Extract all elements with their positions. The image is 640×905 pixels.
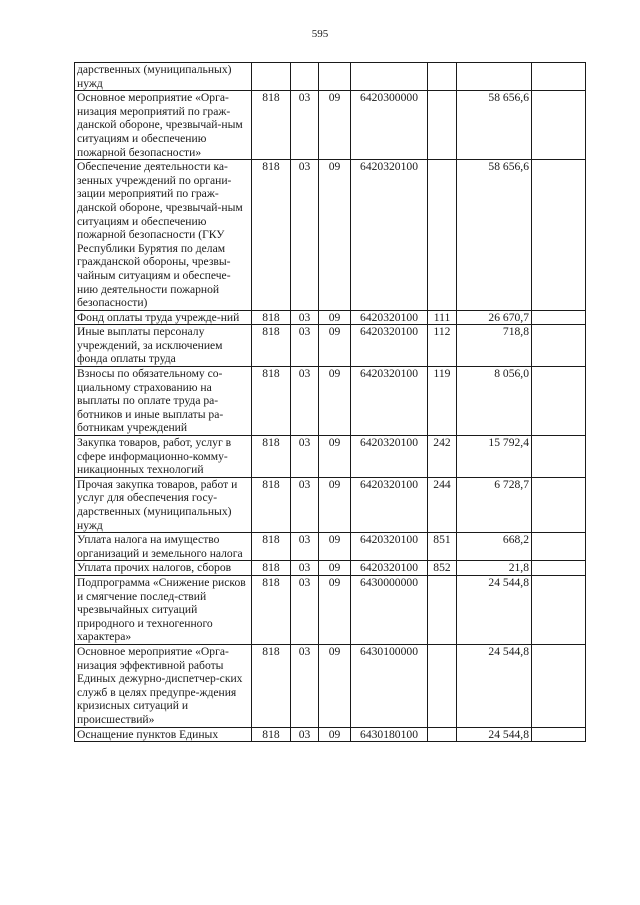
expense-type-cell xyxy=(428,644,457,727)
admin-code-cell: 818 xyxy=(252,436,291,478)
admin-code-cell: 818 xyxy=(252,575,291,644)
section-code-cell: 03 xyxy=(291,644,319,727)
table-row xyxy=(75,644,586,727)
admin-code-cell: 818 xyxy=(252,160,291,311)
section-code-cell: 03 xyxy=(291,160,319,311)
section-code-cell: 03 xyxy=(291,575,319,644)
admin-code-cell: 818 xyxy=(252,644,291,727)
section-code-cell xyxy=(291,63,319,91)
table-row xyxy=(75,561,586,576)
target-code-cell: 6430180100 xyxy=(351,727,428,742)
target-code-cell: 6430100000 xyxy=(351,644,428,727)
item-name-cell: Закупка товаров, работ, услуг в сфере информационно-комму-никационных технологий xyxy=(75,436,252,478)
table-row xyxy=(75,63,586,91)
admin-code-cell xyxy=(252,63,291,91)
target-code-cell xyxy=(351,63,428,91)
admin-code-cell: 818 xyxy=(252,727,291,742)
table-row xyxy=(75,310,586,325)
target-code-cell: 6420320100 xyxy=(351,477,428,532)
admin-code-cell: 818 xyxy=(252,367,291,436)
target-code-cell: 6420320100 xyxy=(351,325,428,367)
table-row xyxy=(75,325,586,367)
target-code-cell: 6420320100 xyxy=(351,561,428,576)
amount-cell: 24 544,8 xyxy=(457,575,532,644)
subsection-code-cell: 09 xyxy=(319,310,351,325)
expense-type-cell: 111 xyxy=(428,310,457,325)
empty-cell xyxy=(532,160,586,311)
empty-cell xyxy=(532,477,586,532)
admin-code-cell: 818 xyxy=(252,533,291,561)
target-code-cell: 6420320100 xyxy=(351,533,428,561)
subsection-code-cell: 09 xyxy=(319,575,351,644)
table-row xyxy=(75,160,586,311)
admin-code-cell: 818 xyxy=(252,561,291,576)
empty-cell xyxy=(532,575,586,644)
expense-type-cell: 119 xyxy=(428,367,457,436)
empty-cell xyxy=(532,644,586,727)
amount-cell: 24 544,8 xyxy=(457,727,532,742)
expense-type-cell: 112 xyxy=(428,325,457,367)
subsection-code-cell: 09 xyxy=(319,533,351,561)
expense-type-cell: 242 xyxy=(428,436,457,478)
item-name-cell: Основное мероприятие «Орга-низация мероприятий по граж-данской обороне, чрезвычай-ным ситуациям и обеспечению пожарной безопасности» xyxy=(75,91,252,160)
empty-cell xyxy=(532,63,586,91)
target-code-cell: 6430000000 xyxy=(351,575,428,644)
item-name-cell: Основное мероприятие «Орга-низация эффективной работы Единых дежурно-диспетчер-ских служб в целях предупре-ждения кризисных ситуаций и происшествий» xyxy=(75,644,252,727)
subsection-code-cell: 09 xyxy=(319,477,351,532)
table-body xyxy=(75,63,586,742)
amount-cell: 58 656,6 xyxy=(457,160,532,311)
item-name-cell: Фонд оплаты труда учрежде-ний xyxy=(75,310,252,325)
table-row xyxy=(75,575,586,644)
budget-table xyxy=(74,62,586,742)
expense-type-cell: 852 xyxy=(428,561,457,576)
target-code-cell: 6420320100 xyxy=(351,367,428,436)
page-number: 595 xyxy=(311,28,329,40)
subsection-code-cell: 09 xyxy=(319,325,351,367)
expense-type-cell xyxy=(428,91,457,160)
amount-cell: 21,8 xyxy=(457,561,532,576)
subsection-code-cell: 09 xyxy=(319,644,351,727)
section-code-cell: 03 xyxy=(291,325,319,367)
expense-type-cell xyxy=(428,160,457,311)
item-name-cell: Иные выплаты персоналу учреждений, за исключением фонда оплаты труда xyxy=(75,325,252,367)
admin-code-cell: 818 xyxy=(252,91,291,160)
subsection-code-cell: 09 xyxy=(319,367,351,436)
table-row xyxy=(75,533,586,561)
empty-cell xyxy=(532,310,586,325)
item-name-cell: Обеспечение деятельности ка-зенных учреждений по органи-зации мероприятий по граж-данской обороне, чрезвычай-ным ситуациям и обеспечению пожарной безопасности (ГКУ Республики Бурятия по делам гражданской обороны, чрезвы-чайным ситуациям и обеспече-нию деятельности пожарной безопасности) xyxy=(75,160,252,311)
amount-cell: 6 728,7 xyxy=(457,477,532,532)
section-code-cell: 03 xyxy=(291,310,319,325)
empty-cell xyxy=(532,533,586,561)
item-name-cell: Уплата налога на имущество организаций и земельного налога xyxy=(75,533,252,561)
table-row xyxy=(75,436,586,478)
subsection-code-cell: 09 xyxy=(319,436,351,478)
section-code-cell: 03 xyxy=(291,436,319,478)
empty-cell xyxy=(532,727,586,742)
section-code-cell: 03 xyxy=(291,367,319,436)
section-code-cell: 03 xyxy=(291,561,319,576)
empty-cell xyxy=(532,325,586,367)
amount-cell: 58 656,6 xyxy=(457,91,532,160)
section-code-cell: 03 xyxy=(291,533,319,561)
item-name-cell: Подпрограмма «Снижение рисков и смягчение послед-ствий чрезвычайных ситуаций природного и техногенного характера» xyxy=(75,575,252,644)
table-row xyxy=(75,91,586,160)
expense-type-cell xyxy=(428,727,457,742)
item-name-cell: Уплата прочих налогов, сборов xyxy=(75,561,252,576)
amount-cell: 24 544,8 xyxy=(457,644,532,727)
admin-code-cell: 818 xyxy=(252,310,291,325)
amount-cell: 26 670,7 xyxy=(457,310,532,325)
expense-type-cell xyxy=(428,63,457,91)
table-row xyxy=(75,727,586,742)
target-code-cell: 6420300000 xyxy=(351,91,428,160)
amount-cell: 15 792,4 xyxy=(457,436,532,478)
expense-type-cell: 244 xyxy=(428,477,457,532)
target-code-cell: 6420320100 xyxy=(351,310,428,325)
item-name-cell: Оснащение пунктов Единых xyxy=(75,727,252,742)
expense-type-cell: 851 xyxy=(428,533,457,561)
amount-cell: 718,8 xyxy=(457,325,532,367)
amount-cell: 668,2 xyxy=(457,533,532,561)
empty-cell xyxy=(532,561,586,576)
section-code-cell: 03 xyxy=(291,727,319,742)
subsection-code-cell xyxy=(319,63,351,91)
table-row xyxy=(75,367,586,436)
empty-cell xyxy=(532,91,586,160)
item-name-cell: дарственных (муниципальных) нужд xyxy=(75,63,252,91)
empty-cell xyxy=(532,367,586,436)
empty-cell xyxy=(532,436,586,478)
section-code-cell: 03 xyxy=(291,477,319,532)
target-code-cell: 6420320100 xyxy=(351,436,428,478)
amount-cell: 8 056,0 xyxy=(457,367,532,436)
section-code-cell: 03 xyxy=(291,91,319,160)
subsection-code-cell: 09 xyxy=(319,91,351,160)
item-name-cell: Взносы по обязательному со-циальному страхованию на выплаты по оплате труда ра-ботников и иные выплаты ра-ботникам учреждений xyxy=(75,367,252,436)
target-code-cell: 6420320100 xyxy=(351,160,428,311)
admin-code-cell: 818 xyxy=(252,477,291,532)
item-name-cell: Прочая закупка товаров, работ и услуг для обеспечения госу-дарственных (муниципальных) нужд xyxy=(75,477,252,532)
subsection-code-cell: 09 xyxy=(319,160,351,311)
subsection-code-cell: 09 xyxy=(319,561,351,576)
table-row xyxy=(75,477,586,532)
expense-type-cell xyxy=(428,575,457,644)
admin-code-cell: 818 xyxy=(252,325,291,367)
amount-cell xyxy=(457,63,532,91)
subsection-code-cell: 09 xyxy=(319,727,351,742)
